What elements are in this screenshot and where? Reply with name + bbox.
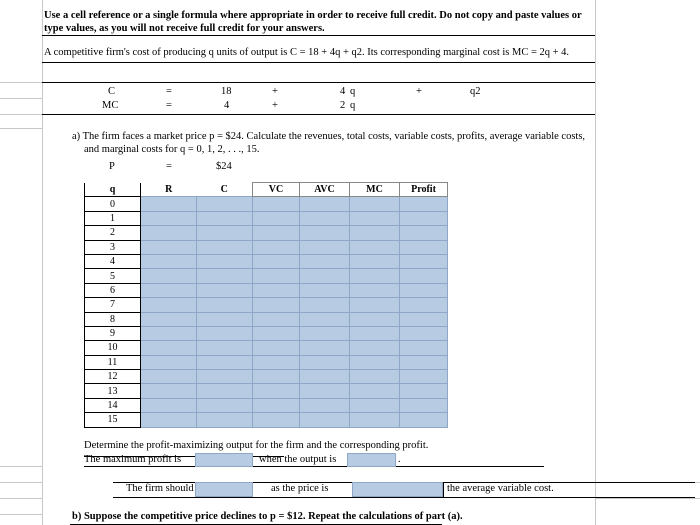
c-input-cell[interactable] — [197, 254, 253, 268]
grid-line — [42, 0, 43, 525]
cost-coef: 4 — [340, 86, 346, 97]
header-avc: AVC — [300, 183, 350, 197]
grid-line — [0, 466, 42, 467]
calculation-table — [84, 182, 448, 428]
r-input-cell[interactable] — [141, 269, 197, 283]
q-cell: 10 — [85, 341, 141, 355]
r-input-cell[interactable] — [141, 211, 197, 225]
cost-const: 18 — [221, 86, 232, 97]
r-input-cell[interactable] — [141, 283, 197, 297]
mc-input-cell[interactable] — [350, 211, 400, 225]
mc-input-cell[interactable] — [350, 240, 400, 254]
r-input-cell[interactable] — [141, 312, 197, 326]
q-cell: 1 — [85, 211, 141, 225]
c-input-cell[interactable] — [197, 269, 253, 283]
table-row — [85, 355, 448, 369]
mc-label: MC — [102, 100, 119, 111]
cost-eq: = — [166, 86, 172, 97]
vc-input-cell[interactable] — [253, 355, 300, 369]
table-row — [85, 240, 448, 254]
grid-line — [0, 98, 42, 99]
grid-line — [0, 482, 42, 483]
avc-input-cell[interactable] — [300, 398, 350, 412]
r-input-cell[interactable] — [141, 398, 197, 412]
cost-sq: q2 — [470, 86, 481, 97]
table-header-row — [85, 183, 448, 197]
q-cell: 2 — [85, 226, 141, 240]
avc-input-cell[interactable] — [300, 283, 350, 297]
q-cell: 13 — [85, 384, 141, 398]
table-row — [85, 254, 448, 268]
r-input-cell[interactable] — [141, 341, 197, 355]
r-input-cell[interactable] — [141, 298, 197, 312]
cost-row-border — [42, 82, 595, 83]
profit-input-cell[interactable] — [400, 341, 448, 355]
cost-plus1: + — [272, 86, 278, 97]
c-input-cell[interactable] — [197, 211, 253, 225]
vc-input-cell[interactable] — [253, 370, 300, 384]
table-row — [85, 398, 448, 412]
r-input-cell[interactable] — [141, 326, 197, 340]
table-row — [85, 211, 448, 225]
profit-input-cell[interactable] — [400, 254, 448, 268]
mc-plus1: + — [272, 100, 278, 111]
table-row — [85, 413, 448, 427]
avc-input-cell[interactable] — [300, 226, 350, 240]
avc-input-cell[interactable] — [300, 240, 350, 254]
profit-input-cell[interactable] — [400, 197, 448, 211]
cost-label: C — [108, 86, 116, 97]
q-cell: 14 — [85, 398, 141, 412]
table-row — [85, 298, 448, 312]
vc-input-cell[interactable] — [253, 211, 300, 225]
vc-input-cell[interactable] — [253, 269, 300, 283]
c-input-cell[interactable] — [197, 384, 253, 398]
mc-input-cell[interactable] — [350, 269, 400, 283]
q-cell: 8 — [85, 312, 141, 326]
profit-input-cell[interactable] — [400, 370, 448, 384]
table-row — [85, 312, 448, 326]
grid-line — [0, 128, 42, 129]
mc-input-cell[interactable] — [350, 398, 400, 412]
vc-input-cell[interactable] — [253, 413, 300, 427]
avc-input-cell[interactable] — [300, 384, 350, 398]
header-q: q — [85, 183, 141, 197]
price-value: $24 — [216, 161, 232, 172]
c-input-cell[interactable] — [197, 413, 253, 427]
r-input-cell[interactable] — [141, 240, 197, 254]
instructions-border — [42, 35, 595, 36]
header-vc: VC — [253, 183, 300, 197]
q-cell: 7 — [85, 298, 141, 312]
vc-input-cell[interactable] — [253, 298, 300, 312]
c-input-cell[interactable] — [197, 283, 253, 297]
c-input-cell[interactable] — [197, 355, 253, 369]
when-output-label: when the output is — [259, 454, 337, 465]
c-input-cell[interactable] — [197, 298, 253, 312]
vc-input-cell[interactable] — [253, 341, 300, 355]
avc-input-cell[interactable] — [300, 197, 350, 211]
output-input[interactable] — [347, 453, 396, 467]
table-row — [85, 370, 448, 384]
c-input-cell[interactable] — [197, 398, 253, 412]
mc-coef: 2 — [340, 100, 346, 111]
max-profit-border — [84, 466, 544, 467]
q-cell: 12 — [85, 370, 141, 384]
vc-input-cell[interactable] — [253, 312, 300, 326]
grid-line — [595, 0, 596, 525]
header-mc: MC — [350, 183, 400, 197]
c-input-cell[interactable] — [197, 312, 253, 326]
table-row — [85, 326, 448, 340]
mc-input-cell[interactable] — [350, 413, 400, 427]
avc-input-cell[interactable] — [300, 211, 350, 225]
mc-input-cell[interactable] — [350, 312, 400, 326]
mc-input-cell[interactable] — [350, 197, 400, 211]
mc-var: q — [350, 100, 356, 111]
table-row — [85, 197, 448, 211]
mc-input-cell[interactable] — [350, 370, 400, 384]
mc-input-cell[interactable] — [350, 341, 400, 355]
table-row — [85, 269, 448, 283]
mc-const: 4 — [224, 100, 230, 111]
profit-input-cell[interactable] — [400, 413, 448, 427]
price-comparison-input[interactable] — [352, 482, 443, 497]
avc-input-cell[interactable] — [300, 298, 350, 312]
cost-plus2: + — [416, 86, 422, 97]
profit-input-cell[interactable] — [400, 269, 448, 283]
r-input-cell[interactable] — [141, 355, 197, 369]
as-price-label: as the price is — [271, 483, 329, 494]
q-cell: 15 — [85, 413, 141, 427]
grid-line — [0, 514, 42, 515]
r-input-cell[interactable] — [141, 370, 197, 384]
mc-input-cell[interactable] — [350, 326, 400, 340]
header-profit: Profit — [400, 183, 448, 197]
vc-input-cell[interactable] — [253, 326, 300, 340]
r-input-cell[interactable] — [141, 254, 197, 268]
q-cell: 4 — [85, 254, 141, 268]
avc-input-cell[interactable] — [300, 269, 350, 283]
part-a-line1: a) The firm faces a market price p = $24. Calculate the revenues, total costs, variable costs, profits, average variable costs, — [72, 131, 586, 142]
table-row — [85, 341, 448, 355]
table-row — [85, 226, 448, 240]
avc-input-cell[interactable] — [300, 355, 350, 369]
mc-input-cell[interactable] — [350, 283, 400, 297]
r-input-cell[interactable] — [141, 197, 197, 211]
vc-input-cell[interactable] — [253, 283, 300, 297]
c-input-cell[interactable] — [197, 226, 253, 240]
q-cell: 9 — [85, 326, 141, 340]
profit-input-cell[interactable] — [400, 240, 448, 254]
cost-statement: A competitive firm's cost of producing q units of output is C = 18 + 4q + q2. Its corresponding marginal cost is MC = 2q + 4. — [44, 47, 570, 58]
profit-input-cell[interactable] — [400, 211, 448, 225]
determine-text: Determine the profit-maximizing output for the firm and the corresponding profit. — [84, 440, 429, 451]
avc-input-cell[interactable] — [300, 370, 350, 384]
profit-input-cell[interactable] — [400, 398, 448, 412]
c-input-cell[interactable] — [197, 370, 253, 384]
part-b-text: b) Suppose the competitive price declines to p = $12. Repeat the calculations of part (a). — [72, 511, 463, 522]
profit-input-cell[interactable] — [400, 226, 448, 240]
profit-input-cell[interactable] — [400, 298, 448, 312]
header-c: C — [197, 183, 253, 197]
part-a-line2: and marginal costs for q = 0, 1, 2, . . ., 15. — [84, 144, 260, 155]
q-cell: 11 — [85, 355, 141, 369]
c-input-cell[interactable] — [197, 197, 253, 211]
grid-line — [0, 114, 42, 115]
vc-input-cell[interactable] — [253, 398, 300, 412]
r-input-cell[interactable] — [141, 413, 197, 427]
firm-should-label: The firm should — [126, 483, 194, 494]
table-row — [85, 283, 448, 297]
max-profit-input[interactable] — [195, 453, 253, 467]
firm-should-bottom-border — [113, 497, 695, 498]
firm-should-input[interactable] — [195, 482, 253, 497]
max-profit-label: The maximum profit is — [84, 454, 182, 465]
avc-input-cell[interactable] — [300, 413, 350, 427]
mc-eq: = — [166, 100, 172, 111]
avc-label: the average variable cost. — [447, 483, 554, 494]
c-input-cell[interactable] — [197, 341, 253, 355]
vc-input-cell[interactable] — [253, 226, 300, 240]
mc-input-cell[interactable] — [350, 355, 400, 369]
c-input-cell[interactable] — [197, 240, 253, 254]
vc-input-cell[interactable] — [253, 254, 300, 268]
price-eq: = — [166, 161, 172, 172]
profit-input-cell[interactable] — [400, 326, 448, 340]
mc-input-cell[interactable] — [350, 226, 400, 240]
mc-row-border — [42, 114, 595, 115]
instructions-line2: type values, as you will not receive full credit for your answers. — [44, 23, 325, 34]
q-cell: 0 — [85, 197, 141, 211]
q-cell: 6 — [85, 283, 141, 297]
grid-line — [595, 498, 700, 499]
profit-input-cell[interactable] — [400, 355, 448, 369]
avc-input-cell[interactable] — [300, 312, 350, 326]
q-cell: 3 — [85, 240, 141, 254]
profit-input-cell[interactable] — [400, 312, 448, 326]
c-input-cell[interactable] — [197, 326, 253, 340]
q-cell: 5 — [85, 269, 141, 283]
instructions-line1: Use a cell reference or a single formula where appropriate in order to receive full credit. Do not copy and paste values or — [44, 10, 582, 21]
vc-input-cell[interactable] — [253, 240, 300, 254]
avc-input-cell[interactable] — [300, 326, 350, 340]
vc-input-cell[interactable] — [253, 384, 300, 398]
divider — [443, 482, 444, 497]
table-row — [85, 384, 448, 398]
mc-input-cell[interactable] — [350, 298, 400, 312]
avc-input-cell[interactable] — [300, 341, 350, 355]
grid-line — [0, 498, 42, 499]
vc-input-cell[interactable] — [253, 197, 300, 211]
profit-input-cell[interactable] — [400, 384, 448, 398]
statement-border — [42, 62, 595, 63]
profit-input-cell[interactable] — [400, 283, 448, 297]
r-input-cell[interactable] — [141, 226, 197, 240]
period: . — [398, 454, 401, 465]
mc-input-cell[interactable] — [350, 384, 400, 398]
header-r: R — [141, 183, 197, 197]
avc-input-cell[interactable] — [300, 254, 350, 268]
cost-var: q — [350, 86, 356, 97]
mc-input-cell[interactable] — [350, 254, 400, 268]
r-input-cell[interactable] — [141, 384, 197, 398]
grid-line — [0, 82, 42, 83]
price-label: P — [109, 161, 115, 172]
